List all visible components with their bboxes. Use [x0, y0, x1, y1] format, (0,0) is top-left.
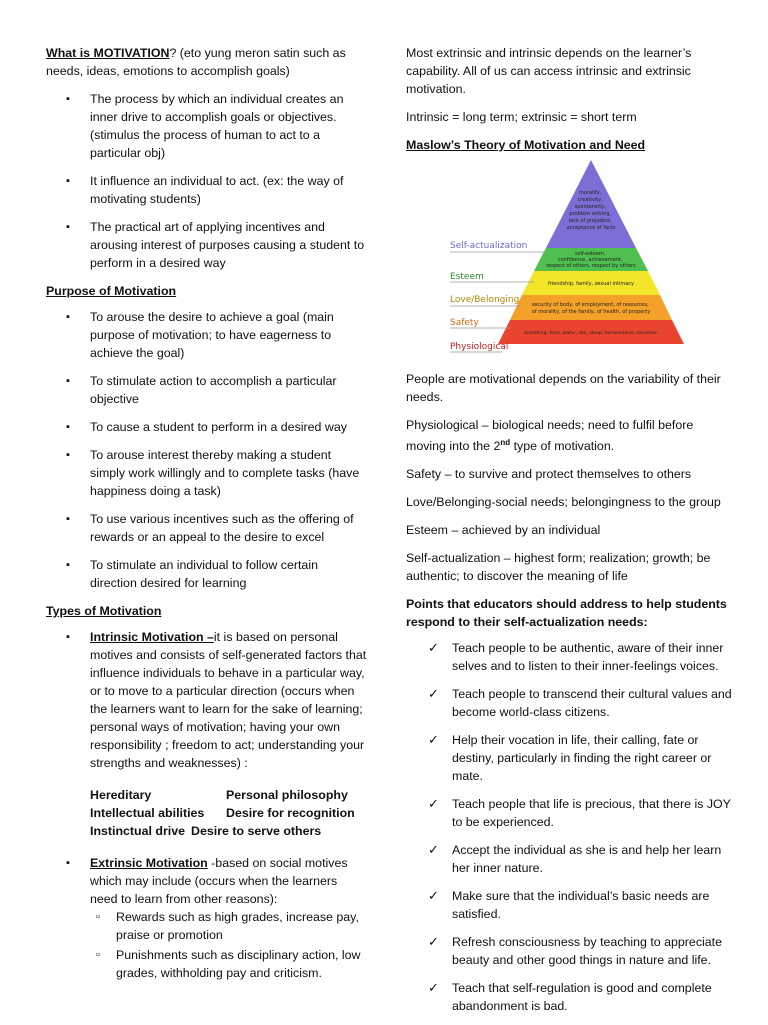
factors-table — [90, 786, 368, 840]
level-text-physiological: breathing, food, water, sex, sleep, homeostasis, excretion — [524, 331, 658, 336]
level-text-safety: security of body, of employment, of resources, of morality, of the family, of health, of property — [531, 302, 651, 315]
label-safety: Safety — [450, 318, 479, 328]
types-heading: Types of Motivation — [46, 604, 162, 618]
list-item: ▪ The practical art of applying incentives and arousing interest of purposes causing a student to perform in a desired way — [46, 218, 368, 272]
extrinsic-sub-list — [90, 908, 368, 982]
list-item: ✓ Teach people that life is precious, that there is JOY to be experienced. — [406, 795, 732, 831]
variability-paragraph: People are motivational depends on the variability of their needs. — [406, 372, 721, 404]
extrinsic-item: ▪ Extrinsic Motivation -based on social motives which may include (occurs when the learners need to learn from other reasons): ▫ Rewards such as high grades, increase pay, praise or promotion ▫ Punishments such as disciplinary action, low grades, withholding pay and criticism. — [46, 854, 368, 982]
factors-row: Intellectual abilities Desire for recognition — [90, 806, 355, 820]
maslow-heading: Maslow’s Theory of Motivation and Need — [406, 138, 646, 152]
points-heading: Points that educators should address to help students respond to their self-actualization needs: — [406, 597, 727, 630]
physiological-paragraph: Physiological – biological needs; need to fulfil before moving into the 2nd type of motivation. — [406, 418, 694, 454]
safety-paragraph: Safety – to survive and protect themselves to others — [406, 467, 692, 482]
what-is-motivation: What is MOTIVATION? (eto yung meron satin such as needs, ideas, emotions to accomplish goals) — [46, 46, 346, 78]
list-item: ✓ Make sure that the individual’s basic needs are satisfied. — [406, 887, 732, 923]
maslow-pyramid — [406, 160, 732, 360]
esteem-paragraph: Esteem – achieved by an individual — [406, 523, 601, 538]
list-item: ▪ It influence an individual to act. (ex: the way of motivating students) — [46, 172, 368, 208]
factors-row: Instinctual drive Desire to serve others — [90, 824, 322, 838]
what-bullets — [46, 90, 368, 272]
list-item: ▫ Punishments such as disciplinary action, low grades, withholding pay and criticism. — [90, 946, 368, 982]
list-item: ▪ To arouse the desire to achieve a goal (main purpose of motivation; to have eagerness to achieve the goal) — [46, 308, 368, 362]
level-text-esteem: self-esteem, confidence, achievement, respect of others, respect by others — [546, 251, 636, 269]
selfact-paragraph: Self-actualization – highest form; realization; growth; be authentic; to discover the meaning of life — [406, 551, 711, 584]
level-text-love-belonging: friendship, family, sexual intimacy — [547, 281, 635, 287]
list-item: ✓ Accept the individual as she is and help her learn her inner nature. — [406, 841, 732, 877]
right-column — [406, 44, 732, 1025]
love-paragraph: Love/Belonging-social needs; belongingness to the group — [406, 495, 721, 510]
list-item: ▫ Rewards such as high grades, increase pay, praise or promotion — [90, 908, 368, 944]
points-list — [406, 639, 732, 1015]
level-text-self-actualization: morality, creativity, spontaneity, problem solving, lack of prejudice, acceptance of facts — [566, 190, 616, 231]
factors-row: Hereditary Personal philosophy — [90, 788, 348, 802]
label-self-actualization: Self-actualization — [450, 241, 528, 251]
intro-paragraph: Most extrinsic and intrinsic depends on the learner’s capability. All of us can access intrinsic and extrinsic motivation. — [406, 46, 692, 96]
list-item: ▪ To use various incentives such as the offering of rewards or an appeal to the desire to excel — [46, 510, 368, 546]
label-physiological: Physiological — [450, 342, 509, 352]
purpose-heading: Purpose of Motivation — [46, 284, 177, 298]
purpose-bullets — [46, 308, 368, 592]
list-item: ✓ Teach that self-regulation is good and complete abandonment is bad. — [406, 979, 732, 1015]
list-item: ▪ The process by which an individual creates an inner drive to accomplish goals or objectives.(stimulus the process of human to act to a particular obj) — [46, 90, 368, 162]
label-love-belonging: Love/Belonging — [450, 295, 520, 305]
list-item: ✓ Refresh consciousness by teaching to appreciate beauty and other good things in nature and life. — [406, 933, 732, 969]
list-item: ▪ To stimulate action to accomplish a particular objective — [46, 372, 368, 408]
list-item: ▪ To cause a student to perform in a desired way — [46, 418, 368, 436]
list-item: ✓ Help their vocation in life, their calling, fate or destiny, particularly in finding the right career or mate. — [406, 731, 732, 785]
list-item: ▪ To arouse interest thereby making a student simply work willingly and to complete tasks (have happiness doing a task) — [46, 446, 368, 500]
left-column — [46, 44, 368, 992]
intrinsic-item: ▪ Intrinsic Motivation –it is based on personal motives and consists of self-generated factors that influence individuals to behave in a particular way, or to move to a particular direction (occurs when the learners want to learn for the sake of learning; personal ways of motivation; having your own responsibility ; freedom to act; understanding your strengths and weaknesses) : Hereditary Personal philosophy Intellectual abilities Desire for recognition Instinctual drive Desire to serve others — [46, 628, 368, 840]
list-item: ✓ Teach people to transcend their cultural values and become world-class citizens. — [406, 685, 732, 721]
types-bullets — [46, 628, 368, 982]
label-esteem: Esteem — [450, 272, 484, 282]
pyramid-graphic — [406, 160, 696, 360]
list-item: ▪ To stimulate an individual to follow certain direction desired for learning — [46, 556, 368, 592]
list-item: ✓ Teach people to be authentic, aware of their inner selves and to listen to their inner-feelings voices. — [406, 639, 732, 675]
long-short-term: Intrinsic = long term; extrinsic = short term — [406, 110, 637, 124]
